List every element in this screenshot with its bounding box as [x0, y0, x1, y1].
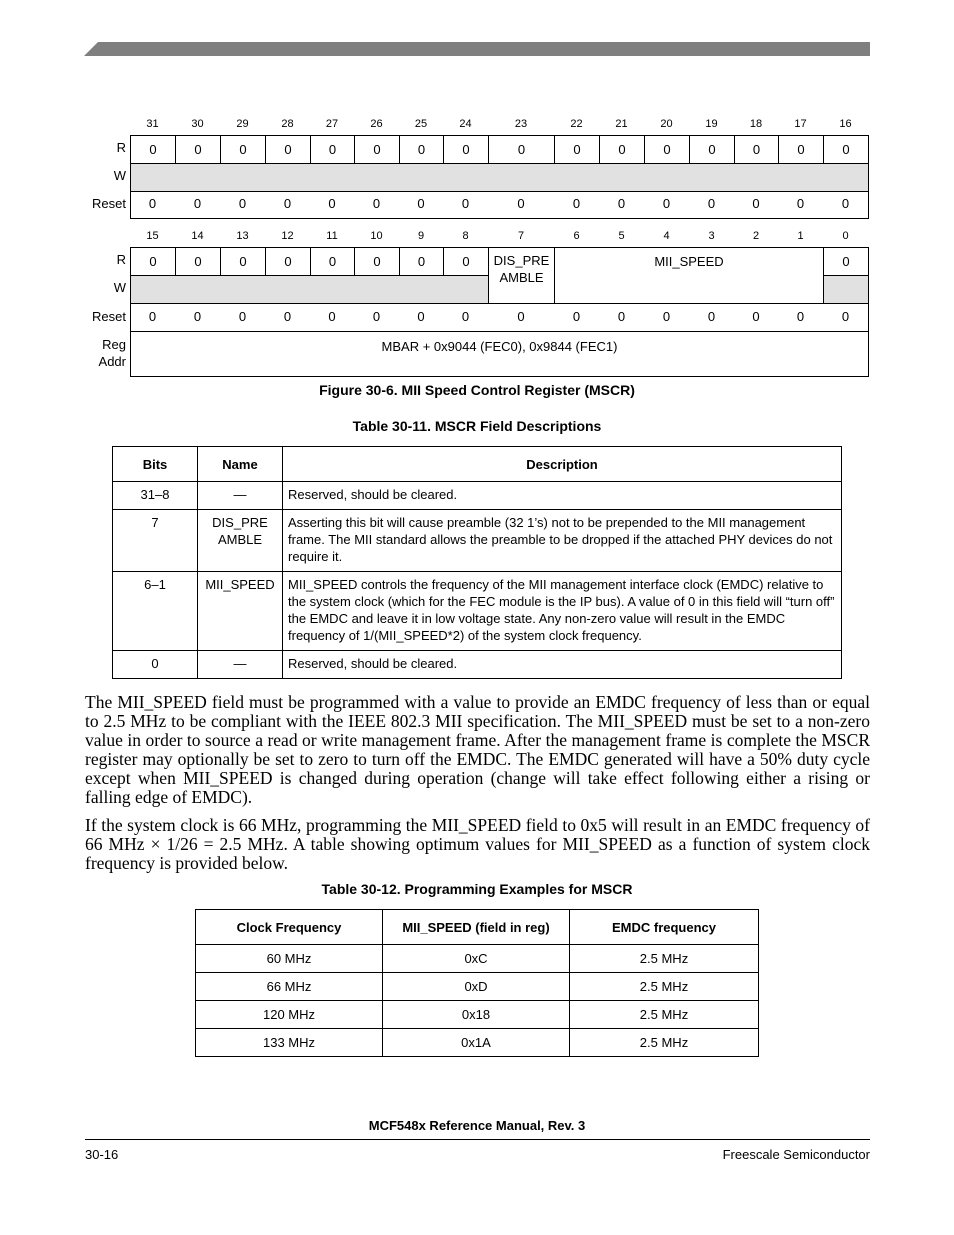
reset-value: 0 — [517, 196, 525, 211]
reset-value: 0 — [796, 196, 805, 211]
footer-company: Freescale Semiconductor — [722, 1147, 870, 1162]
reset-value: 0 — [517, 309, 525, 324]
bit-cell: 0 — [265, 135, 311, 164]
row-label-w: W — [113, 280, 126, 295]
row-label-r: R — [116, 252, 126, 267]
table-row: 7 DIS_PRE AMBLE Asserting this bit will cause preamble (32 1’s) not to be prepended to the MII management frame. The MII standard allows the preamble to be dropped if the attached PHY devices do not require it. — [113, 510, 842, 572]
write-row-shaded — [823, 275, 869, 304]
bit-number: 1 — [797, 230, 804, 242]
bit-number: 22 — [570, 118, 583, 130]
reset-value: 0 — [796, 309, 805, 324]
bit-number: 17 — [794, 118, 807, 130]
header-bar — [84, 42, 870, 56]
row-label-addr: Addr — [98, 354, 126, 369]
table-row: 133 MHz 0x1A 2.5 MHz — [196, 1029, 759, 1057]
write-row-shaded — [130, 275, 489, 304]
bit-cell: 0 — [689, 135, 735, 164]
bit-cell: 0 — [778, 135, 824, 164]
bit-number: 27 — [325, 118, 339, 130]
reset-value: 0 — [328, 196, 336, 211]
reset-value: 0 — [372, 309, 381, 324]
reset-value: 0 — [617, 309, 626, 324]
bit-cell: 0 — [443, 247, 489, 276]
reset-value: 0 — [572, 309, 581, 324]
programming-examples-table: Clock Frequency MII_SPEED (field in reg) EMDC frequency 60 MHz 0xC 2.5 MHz 66 MHz 0xD 2.5 MHz 120 MHz 0x18 2.5 MHz 133 MHz 0x1A 2.5 MHz — [195, 909, 759, 1057]
bit-number: 3 — [708, 230, 715, 242]
bit-number: 12 — [281, 230, 294, 242]
row-label-r: R — [116, 140, 126, 155]
bit-cell: 0 — [130, 135, 176, 164]
reset-value: 0 — [461, 196, 470, 211]
bit-number: 5 — [618, 230, 625, 242]
bit-cell: 0 — [443, 135, 489, 164]
bit-cell: 0 — [823, 247, 869, 276]
bit-cell: 0 — [265, 247, 311, 276]
table1-title: Table 30-11. MSCR Field Descriptions — [352, 418, 602, 434]
register-diagram — [40, 110, 910, 380]
bit-number: 14 — [191, 230, 204, 242]
row-label-reg: Reg — [102, 337, 126, 352]
col-bits: Bits — [113, 447, 198, 482]
reset-value: 0 — [283, 309, 292, 324]
bit-number: 19 — [705, 118, 718, 130]
reset-value: 0 — [283, 196, 292, 211]
field-descriptions-table — [112, 446, 842, 679]
bit-number: 10 — [370, 230, 383, 242]
reset-value: 0 — [148, 309, 157, 324]
bit-number: 0 — [842, 230, 849, 242]
bit-number: 28 — [281, 118, 294, 130]
bit-cell: 0 — [175, 135, 221, 164]
table-row: 120 MHz 0x18 2.5 MHz — [196, 1001, 759, 1029]
reset-value: 0 — [238, 196, 247, 211]
table-row: 66 MHz 0xD 2.5 MHz — [196, 973, 759, 1001]
bit-number: 21 — [615, 118, 628, 130]
bit-number: 15 — [146, 230, 159, 242]
dis-preamble-field: DIS_PRE AMBLE — [488, 247, 555, 304]
reset-value: 0 — [662, 196, 671, 211]
bit-number: 18 — [749, 118, 763, 130]
reset-value: 0 — [662, 309, 671, 324]
bit-number: 4 — [663, 230, 670, 242]
reset-value: 0 — [707, 309, 716, 324]
row-label-w: W — [113, 168, 126, 183]
mii-speed-field: MII_SPEED — [554, 247, 824, 304]
bit-cell: 0 — [220, 247, 266, 276]
reset-value: 0 — [461, 309, 470, 324]
bit-cell: 0 — [599, 135, 645, 164]
page-number: 30-16 — [85, 1147, 119, 1162]
bit-number: 13 — [236, 230, 249, 242]
bit-number: 8 — [462, 230, 469, 242]
bit-cell: 0 — [354, 247, 400, 276]
reset-value: 0 — [372, 196, 381, 211]
bit-cell: 0 — [220, 135, 266, 164]
bit-number: 6 — [573, 230, 580, 242]
table2-title: Table 30-12. Programming Examples for MSCR — [321, 881, 633, 897]
bit-number: 16 — [839, 118, 852, 130]
col-name: Name — [198, 447, 283, 482]
write-row-shaded — [130, 163, 869, 192]
reset-value: 0 — [417, 309, 425, 324]
reg-addr: MBAR + 0x9044 (FEC0), 0x9844 (FEC1) — [130, 331, 869, 377]
bit-number: 9 — [417, 230, 425, 242]
bit-number: 11 — [326, 230, 338, 242]
bit-number: 7 — [517, 230, 525, 242]
footer-divider — [85, 1139, 870, 1140]
paragraph-1: The MII_SPEED field must be programmed with a value to provide an EMDC frequency of less than or equal to 2.5 MHz to be compliant with the IEEE 802.3 MII specification. The MII_SPEED must be set to a non-zero value in order to source a read or write management frame. After the management frame is complete the MSCR register may optionally be set to zero to turn off the EMDC. The EMDC generated will have a 50% duty cycle except when MII_SPEED is changed during operation (change will take effect following either a rising or falling edge of EMDC). — [85, 692, 870, 807]
reset-value: 0 — [193, 309, 202, 324]
bit-cell: 0 — [399, 247, 444, 276]
bit-cell: 0 — [354, 135, 400, 164]
reset-value: 0 — [328, 309, 336, 324]
reset-value: 0 — [417, 196, 425, 211]
bit-number: 20 — [660, 118, 673, 130]
bit-cell: 0 — [823, 135, 869, 164]
reset-value: 0 — [841, 196, 850, 211]
table-row: 60 MHz 0xC 2.5 MHz — [196, 945, 759, 973]
table-row: 0 — Reserved, should be cleared. — [113, 651, 842, 679]
footer-title: MCF548x Reference Manual, Rev. 3 — [368, 1118, 586, 1133]
bit-number: 26 — [370, 118, 383, 130]
bit-cell: 0 — [734, 135, 779, 164]
reset-value: 0 — [752, 309, 760, 324]
bit-cell: 0 — [175, 247, 221, 276]
table-row: 6–1 MII_SPEED MII_SPEED controls the frequency of the MII management interface clock (EMDC) relative to the system clock (which for the FEC module is the IP bus). A value of 0 in this field will “turn off” the EMDC and leave it in low voltage state. Any non-zero value will result in the EMDC frequency of 1/(MII_SPEED*2) of the system clock frequency. — [113, 572, 842, 651]
reset-value: 0 — [752, 196, 760, 211]
row-label-reset: Reset — [92, 196, 126, 211]
bit-number: 24 — [459, 118, 472, 130]
reset-value: 0 — [617, 196, 626, 211]
reset-value: 0 — [238, 309, 247, 324]
bit-number: 23 — [514, 118, 528, 130]
reset-value: 0 — [572, 196, 581, 211]
bit-number: 2 — [752, 230, 760, 242]
paragraph-2: If the system clock is 66 MHz, programming the MII_SPEED field to 0x5 will result in an EMDC frequency of 66 MHz × 1/26 = 2.5 MHz. A table showing optimum values for MII_SPEED as a function of system clock frequency is provided below. — [85, 815, 870, 873]
bit-cell: 0 — [310, 135, 355, 164]
reset-value: 0 — [193, 196, 202, 211]
bit-number: 25 — [414, 118, 428, 130]
bit-number: 30 — [191, 118, 204, 130]
reset-value: 0 — [841, 309, 850, 324]
bit-number: 31 — [146, 118, 159, 130]
bit-number: 29 — [236, 118, 249, 130]
bit-cell: 0 — [399, 135, 444, 164]
reset-value: 0 — [707, 196, 716, 211]
table-row: 31–8 — Reserved, should be cleared. — [113, 482, 842, 510]
row-label-reset: Reset — [92, 309, 126, 324]
figure-caption: Figure 30-6. MII Speed Control Register (MSCR) — [319, 382, 635, 398]
col-description: Description — [283, 447, 842, 482]
reset-value: 0 — [148, 196, 157, 211]
bit-cell: 0 — [310, 247, 355, 276]
bit-cell: 0 — [488, 135, 555, 164]
bit-cell: 0 — [130, 247, 176, 276]
bit-cell: 0 — [554, 135, 600, 164]
bit-cell: 0 — [644, 135, 690, 164]
